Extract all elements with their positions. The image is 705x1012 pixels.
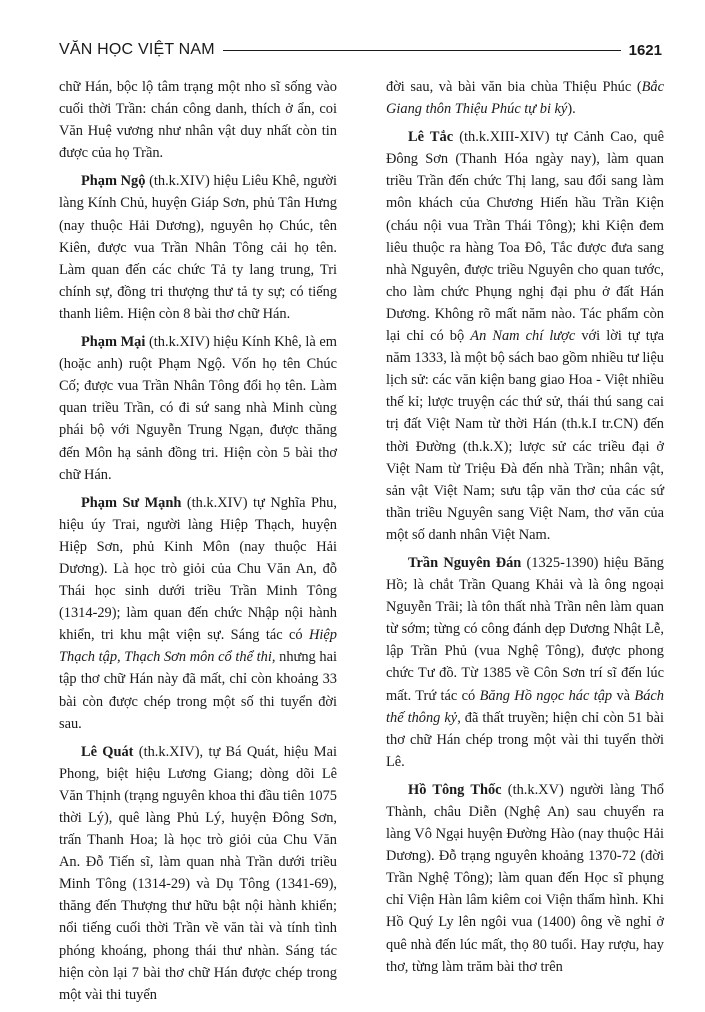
entry-name: Hồ Tông Thốc: [408, 781, 502, 798]
paragraph-continuation: đời sau, và bài văn bia chùa Thiệu Phúc (Bắc Giang thôn Thiệu Phúc tự bi ký).: [386, 79, 664, 118]
page-number: 1621: [628, 41, 662, 59]
entry-le-quat: Lê Quát (th.k.XIV), tự Bá Quát, hiệu Mai Phong, biệt hiệu Lương Giang; dòng dõi Lê Văn Thịnh (trạng nguyên khoa thi đầu tiên 1075 thời Lý), quê làng Phủ Lý, huyện Đông Sơn, trấn Thanh Hoa; là học trò giỏi của Chu Văn An. Đỗ Tiến sĩ, làm quan nhà Trần dưới triều Minh Tông (1314-29) và Dụ Tông (1341-69), thăng đến Thượng thư hữu bật nội hành khiển; nổi tiếng cuối thời Trần về văn tài và tính tình phóng khoáng, phong thái thư nhàn. Sáng tác hiện còn lại 7 bài thơ chữ Hán được chép trong một vài thi tuyển: [59, 743, 337, 1003]
paragraph-continuation: chữ Hán, bộc lộ tâm trạng một nho sĩ sống vào cuối thời Trần: chán công danh, thích ở ẩn, coi Văn Huệ vương như nhân vật duy nhất còn tin được của họ Trần.: [59, 79, 337, 162]
work-title: Hiệp Thạch tập, Thạch Sơn môn cổ thể thi: [59, 627, 337, 666]
running-header: [59, 38, 662, 62]
entry-le-tac: Lê Tắc (th.k.XIII-XIV) tự Cảnh Cao, quê Đông Sơn (Thanh Hóa ngày nay), làm quan triều Trần đến chức Thị lang, sau đổi sang làm môn khách của Chương Hiến hầu Trần Kiện (cháu nội vua Trần Thái Tông); khi Kiện đem liêu thuộc ra hàng Toa Đô, Tắc được đưa sang nhà Nguyên, được triều Nguyên cho quan tước, cho làm chức Phụng nghị đại phu ở đất Hán Dương. Không rõ mất năm nào. Tác phẩm còn lại chỉ có bộ An Nam chí lược với lời tự tựa năm 1333, là một bộ sách bao gồm nhiều tư liệu lịch sử: các văn kiện bang giao Hoa - Việt nhiều thế kỉ; lược truyện các thứ sử, thái thú sang cai trị đất Việt Nam từ thời Hán (th.k.I tr.CN) đến thời Đường (th.k.X); lược sử các triều đại ở Việt Nam từ Triệu Đà đến nhà Trần; nhân vật, sản vật Việt Nam; sưu tập văn thơ của các sứ thần triều Nguyên sang Việt Nam, thơ văn của một số danh nhân Việt Nam.: [386, 129, 664, 543]
right-column: [386, 76, 664, 984]
entry-pham-mai: Phạm Mại (th.k.XIV) hiệu Kính Khê, là em (hoặc anh) ruột Phạm Ngộ. Vốn họ tên Chúc Cố; được vua Trần Nhân Tông đổi họ tên. Làm quan triều Trần, có đi sứ sang nhà Minh cùng phái bộ với Nguyễn Trung Ngạn, được thăng đến Môn hạ sảnh đồng tri. Hiện còn 5 bài thơ chữ Hán.: [59, 334, 337, 483]
work-title: Bắc Giang thôn Thiệu Phúc tự bi ký: [386, 79, 664, 118]
entry-name: Phạm Mại: [81, 334, 146, 351]
entry-name: Lê Tắc: [408, 129, 454, 146]
entry-tran-nguyen-dan: Trần Nguyên Đán (1325-1390) hiệu Băng Hồ; là chắt Trần Quang Khải và là ông ngoại Nguyễn Trãi; là tôn thất nhà Trần nên làm quan từ sớm; từng có công đánh dẹp Dương Nhật Lễ, lập Trần Phủ (vua Nghệ Tông), được phong chức Tư đồ. Từ 1385 về Côn Sơn trí sĩ đến lúc mất. Trứ tác có Băng Hồ ngọc hác tập và Bách thế thông kỷ, đã thất truyền; hiện chỉ còn 51 bài thơ chữ Hán chép trong một vài thi tuyển thời Lê.: [386, 554, 664, 770]
entry-pham-ngo: Phạm Ngộ (th.k.XIV) hiệu Liêu Khê, người làng Kính Chủ, huyện Giáp Sơn, phủ Tân Hưng (nay thuộc Hải Dương), nguyên họ Chúc, tên Kiên, được vua Trần Nhân Tông cải họ tên. Làm quan đến các chức Tả ty lang trung, Tri chính sự, đồng tri thượng thư tả ty sự; có tiếng thanh liêm. Hiện còn 8 bài thơ chữ Hán.: [59, 173, 337, 322]
work-title: An Nam chí lược: [470, 328, 576, 345]
header-rule: [223, 50, 621, 51]
work-title: Băng Hồ ngọc hác tập: [479, 687, 613, 704]
entry-name: Phạm Ngộ: [81, 173, 146, 190]
entry-name: Trần Nguyên Đán: [408, 554, 522, 571]
left-column: [59, 76, 337, 1012]
entry-pham-su-manh: Phạm Sư Mạnh (th.k.XIV) tự Nghĩa Phu, hiệu úy Trai, người làng Hiệp Thạch, huyện Hiệp Sơn, phủ Kinh Môn (nay thuộc Hải Dương). Là học trò giỏi của Chu Văn An, đỗ Thái học sinh dưới triều Trần Minh Tông (1314-29); làm quan đến chức Nhập nội hành khiển, tri khu mật viện sự. Sáng tác có Hiệp Thạch tập, Thạch Sơn môn cổ thể thi, nhưng hai tập thơ chữ Hán này đã mất, chỉ còn khoảng 33 bài còn được chép trong một số thi tuyển đời sau.: [59, 494, 337, 732]
entry-ho-tong-thoc: Hồ Tông Thốc (th.k.XV) người làng Thổ Thành, châu Diễn (Nghệ An) sau chuyển ra làng Vô Ngại huyện Đường Hào (nay thuộc Hải Dương). Đỗ trạng nguyên khoảng 1370-72 (đời Trần Nghệ Tông); làm quan đến Học sĩ phụng chỉ Viện Hàn lâm kiêm coi Viện thẩm hình. Khi Hồ Quý Ly lên ngôi vua (1400) ông về nghỉ ở quê nhà đến lúc mất, thọ 80 tuổi. Hay rượu, hay thơ, từng làm trăm bài thơ trên: [386, 781, 664, 975]
entry-name: Phạm Sư Mạnh: [81, 494, 182, 511]
section-title: VĂN HỌC VIỆT NAM: [59, 41, 215, 58]
entry-name: Lê Quát: [81, 743, 134, 760]
work-title: Bách thế thông kỷ: [386, 687, 664, 726]
